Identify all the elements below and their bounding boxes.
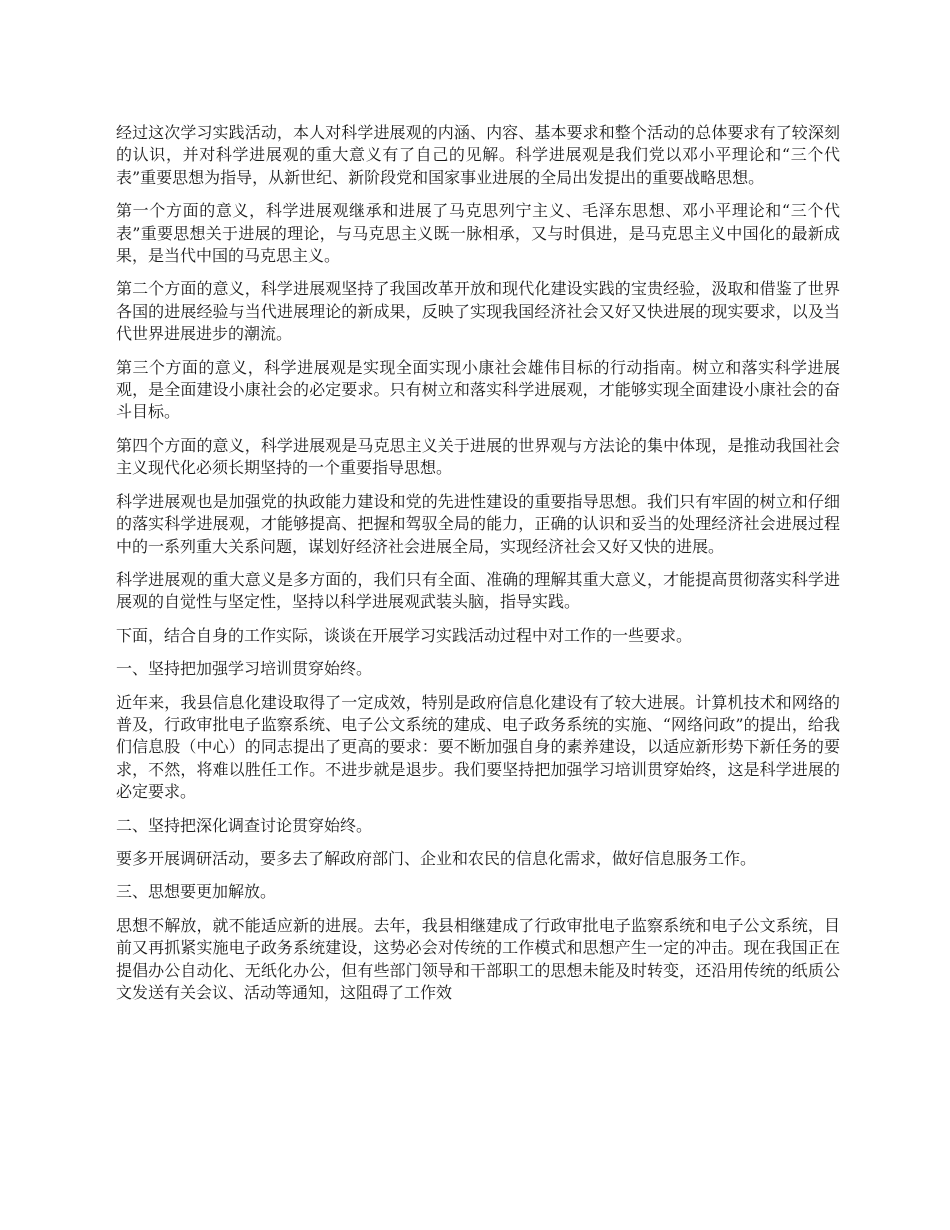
document-page	[116, 122, 840, 1015]
paragraph-intro: 经过这次学习实践活动，本人对科学进展观的内涵、内容、基本要求和整个活动的总体要求有了较深刻的认识，并对科学进展观的重大意义有了自己的见解。科学进展观是我们党以邓小平理论和“三个代表”重要思想为指导，从新世纪、新阶段党和国家事业进展的全局出发提出的重要战略思想。	[116, 123, 840, 187]
paragraph-fourth-significance: 第四个方面的意义，科学进展观是马克思主义关于进展的世界观与方法论的集中体现，是推动我国社会主义现代化必须长期坚持的一个重要指导思想。	[116, 435, 840, 478]
paragraph-first-significance: 第一个方面的意义，科学进展观继承和进展了马克思列宁主义、毛泽东思想、邓小平理论和“三个代表”重要思想关于进展的理论，与马克思主义既一脉相承，又与时俱进，是马克思主义中国化的最新成果，是当代中国的马克思主义。	[116, 201, 840, 266]
section-heading-2: 二、坚持把深化调查讨论贯穿始终。	[116, 815, 373, 835]
section-heading-3: 三、思想要更加解放。	[116, 882, 277, 902]
paragraph-section-3-body: 思想不解放，就不能适应新的进展。去年，我县相继建成了行政审批电子监察系统和电子公文系统，目前又再抓紧实施电子政务系统建设，这势必会对传统的工作模式和思想产生一定的冲击。现在我国正在提倡办公自动化、无纸化办公，但有些部门领导和干部职工的思想未能及时转变，还沿用传统的纸质公文发送有关会议、活动等通知，这阻碍了工作效	[116, 915, 840, 1002]
paragraph-party-building: 科学进展观也是加强党的执政能力建设和党的先进性建设的重要指导思想。我们只有牢固的树立和仔细的落实科学进展观，才能够提高、把握和驾驭全局的能力，正确的认识和妥当的处理经济社会进展过程中的一系列重大关系问题，谋划好经济社会进展全局，实现经济社会又好又快的进展。	[116, 491, 840, 556]
section-heading-1: 一、坚持把加强学习培训贯穿始终。	[116, 659, 373, 679]
paragraph-summary: 科学进展观的重大意义是多方面的，我们只有全面、准确的理解其重大意义，才能提高贯彻落实科学进展观的自觉性与坚定性，坚持以科学进展观武装头脑，指导实践。	[116, 569, 840, 612]
paragraph-section-2-body: 要多开展调研活动，要多去了解政府部门、企业和农民的信息化需求，做好信息服务工作。	[116, 848, 757, 868]
paragraph-transition: 下面，结合自身的工作实际，谈谈在开展学习实践活动过程中对工作的一些要求。	[116, 625, 693, 645]
paragraph-third-significance: 第三个方面的意义，科学进展观是实现全面实现小康社会雄伟目标的行动指南。树立和落实科学进展观，是全面建设小康社会的必定要求。只有树立和落实科学进展观，才能够实现全面建设小康社会的奋斗目标。	[116, 357, 840, 422]
paragraph-section-1-body: 近年来，我县信息化建设取得了一定成效，特别是政府信息化建设有了较大进展。计算机技术和网络的普及，行政审批电子监察系统、电子公文系统的建成、电子政务系统的实施、“网络问政”的提出，给我们信息股（中心）的同志提出了更高的要求：要不断加强自身的素养建设，以适应新形势下新任务的要求，不然，将难以胜任工作。不进步就是退步。我们要坚持把加强学习培训贯穿始终，这是科学进展的必定要求。	[116, 692, 840, 802]
paragraph-second-significance: 第二个方面的意义，科学进展观坚持了我国改革开放和现代化建设实践的宝贵经验，汲取和借鉴了世界各国的进展经验与当代进展理论的新成果，反映了实现我国经济社会又好又快进展的现实要求，以及当代世界进展进步的潮流。	[116, 279, 840, 344]
